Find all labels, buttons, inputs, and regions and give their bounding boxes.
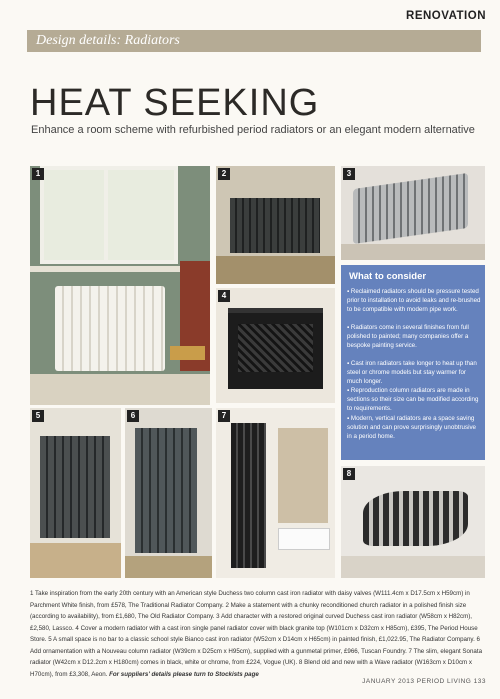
- page-title: HEAT SEEKING: [30, 82, 320, 124]
- consider-item: ▪ Reclaimed radiators should be pressure tested prior to installation to avoid leaks and re-brushed to be compatible with modern pipe work.: [347, 288, 481, 314]
- photo-7: [216, 408, 335, 578]
- photo-number: 7: [218, 410, 230, 422]
- photo-2: [216, 166, 335, 284]
- photo-3: [341, 166, 485, 260]
- section-banner: [27, 30, 481, 52]
- consider-item: ▪ Cast iron radiators take longer to heat up than steel or chrome models but stay warmer for much longer.: [347, 360, 477, 386]
- photo-number: 2: [218, 168, 230, 180]
- consider-item: ▪ Modern, vertical radiators are a space saving solution and can prove surprisingly unobtrusive in a period home.: [347, 415, 476, 441]
- page-footer: JANUARY 2013 PERIOD LIVING 133: [362, 678, 486, 685]
- consider-item: ▪ Radiators come in several finishes from full polished to painted; many companies offer a bespoke painting service.: [347, 324, 469, 350]
- photo-1: [30, 166, 210, 405]
- box-heading: What to consider: [349, 271, 427, 282]
- photo-8: [341, 466, 485, 578]
- consider-item: ▪ Reproduction column radiators are made in sections so their size can be modified according to requirements.: [347, 387, 479, 413]
- photo-5: [30, 408, 121, 578]
- caption-text: 1 Take inspiration from the early 20th century with an American style Duchess two column cast iron radiator with daisy valves (W111.4cm x D17.5cm x H59cm) in Parchment White finish, from £578, The Traditional Radiator Company. 2 Make a statement with a chunky reconditioned church radiator in a polished finish size (according to availability), from £1,680, The Old Radiator Company. 3 Add character with a restored original curved Duchess cast iron radiator (W58cm x H82cm), £2,580, Lassco. 4 Cover a modern radiator with a cast iron single panel radiator cover with black granite top (W101cm x D32cm x H85cm), £395, The Period House Store. 5 A small space is no bar to a classic school style Bianco cast iron radiator (W52cm x D14cm x H65cm) in painted finish, £1,022.95, The Radiator Company. 6 Add ornamentation with a Nouveau column radiator (W39cm x D25cm x H95cm), supplied with a gunmetal primer, £966, Tuscan Foundry. 7 The slim, elegant Sonata radiator (W42cm x D12.2cm x H180cm) comes in black, white or chrome, from £224, Vogue (UK). 8 Blend old and new with a Wave radiator (W163cm x D10cm x H70cm), from £3,308, Aeon.: [30, 590, 483, 678]
- photo-captions: [30, 588, 485, 680]
- photo-number: 8: [343, 468, 355, 480]
- what-to-consider-box: [341, 265, 485, 460]
- photo-number: 6: [127, 410, 139, 422]
- photo-4: [216, 288, 335, 403]
- section-label: RENOVATION: [406, 10, 486, 22]
- photo-number: 3: [343, 168, 355, 180]
- photo-number: 1: [32, 168, 44, 180]
- photo-6: [125, 408, 212, 578]
- suppliers-note: For suppliers' details please turn to Stockists page: [109, 670, 259, 678]
- photo-number: 4: [218, 290, 230, 302]
- photo-number: 5: [32, 410, 44, 422]
- page-subtitle: Enhance a room scheme with refurbished period radiators or an elegant modern alternative: [31, 124, 475, 136]
- banner-text: Design details: Radiators: [36, 33, 180, 48]
